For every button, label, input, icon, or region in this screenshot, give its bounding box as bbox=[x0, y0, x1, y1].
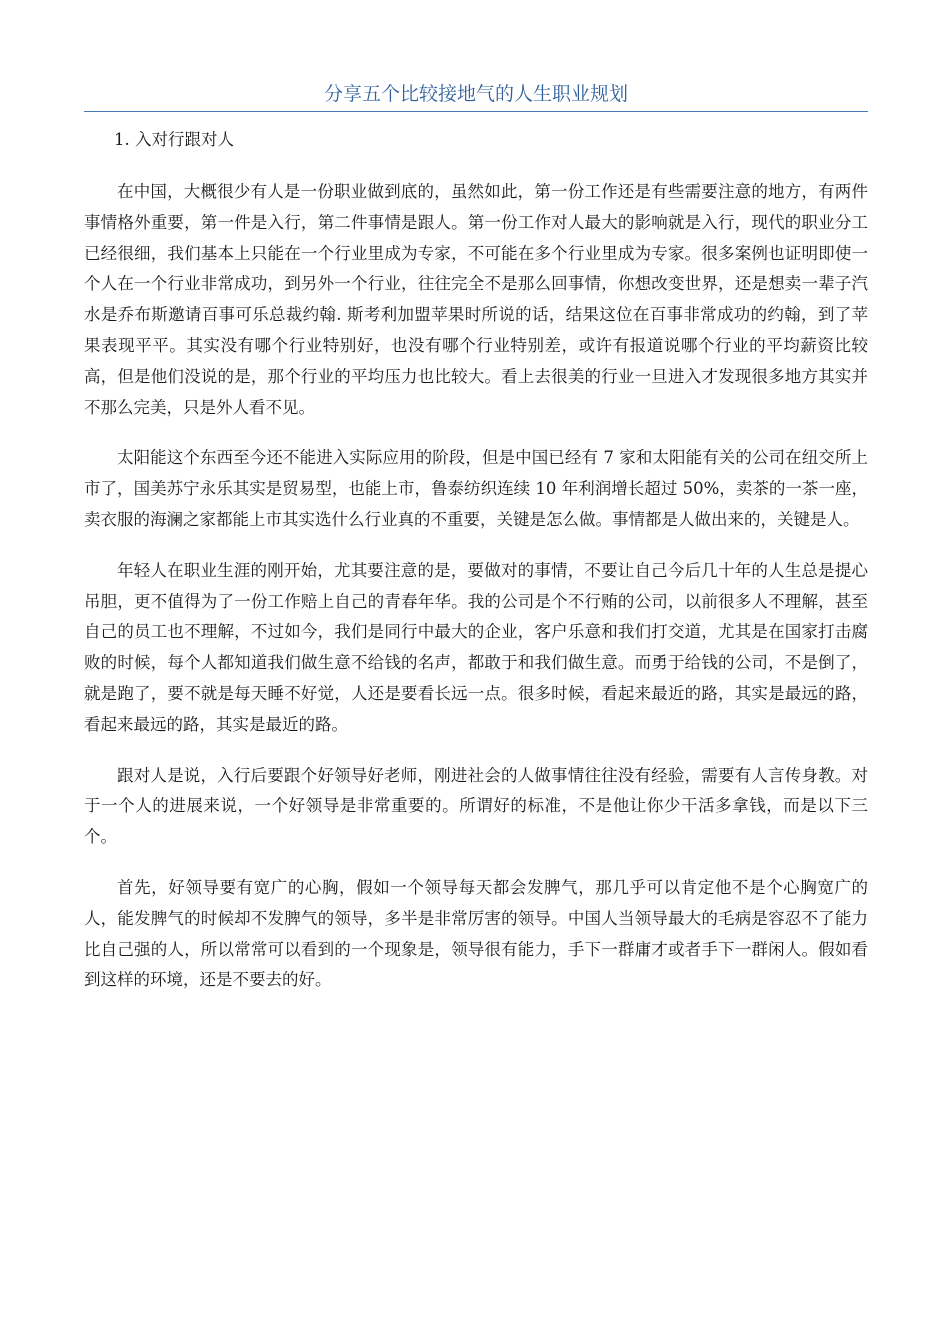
paragraph: 首先，好领导要有宽广的心胸，假如一个领导每天都会发脾气，那几乎可以肯定他不是个心胸宽广的人，能发脾气的时候却不发脾气的领导，多半是非常厉害的领导。中国人当领导最大的毛病是容忍不了能力比自己强的人，所以常常可以看到的一个现象是，领导很有能力，手下一群庸才或者手下一群闲人。假如看到这样的环境，还是不要去的好。 bbox=[84, 877, 868, 990]
document-title: 分享五个比较接地气的人生职业规划 bbox=[323, 83, 628, 105]
section-heading: 1. 入对行跟对人 bbox=[114, 130, 234, 149]
paragraph: 在中国，大概很少有人是一份职业做到底的，虽然如此，第一份工作还是有些需要注意的地方，有两件事情格外重要，第一件是入行，第二件事情是跟人。第一份工作对人最大的影响就是入行，现代的职业分工已经很细，我们基本上只能在一个行业里成为专家，不可能在多个行业里成为专家。很多案例也证明即使一个人在一个行业非常成功，到另外一个行业，往往完全不是那么回事情，你想改变世界，还是想卖一辈子汽水是乔布斯邀请百事可乐总裁约翰. 斯考利加盟苹果时所说的话，结果这位在百事非常成功的约翰，到了苹果表现平平。其实没有哪个行业特别好，也没有哪个行业特别差，或许有报道说哪个行业的平均薪资比较高，但是他们没说的是，那个行业的平均压力也比较大。看上去很美的行业一旦进入才发现很多地方其实并不那么完美，只是外人看不见。 bbox=[84, 182, 868, 417]
paragraph: 太阳能这个东西至今还不能进入实际应用的阶段，但是中国已经有 7 家和太阳能有关的公司在纽交所上市了，国美苏宁永乐其实是贸易型，也能上市，鲁泰纺织连续 10 年利润增长超过 50%，卖茶的一茶一座，卖衣服的海澜之家都能上市其实选什么行业真的不重要，关键是怎么做。事情都是人做出来的，关键是人。 bbox=[84, 448, 868, 529]
body-text bbox=[84, 177, 868, 1016]
paragraph: 年轻人在职业生涯的刚开始，尤其要注意的是，要做对的事情，不要让自己今后几十年的人生总是提心吊胆，更不值得为了一份工作赔上自己的青春年华。我的公司是个不行贿的公司，以前很多人不理解，甚至自己的员工也不理解，不过如今，我们是同行中最大的企业，客户乐意和我们打交道，尤其是在国家打击腐败的时候，每个人都知道我们做生意不给钱的名声，都敢于和我们做生意。而勇于给钱的公司，不是倒了，就是跑了，要不就是每天睡不好觉，人还是要看长远一点。很多时候，看起来最近的路，其实是最远的路，看起来最远的路，其实是最近的路。 bbox=[84, 560, 868, 734]
paragraph: 跟对人是说，入行后要跟个好领导好老师，刚进社会的人做事情往往没有经验，需要有人言传身教。对于一个人的进展来说，一个好领导是非常重要的。所谓好的标准，不是他让你少干活多拿钱，而是以下三个。 bbox=[84, 765, 868, 847]
title-underline bbox=[84, 111, 868, 112]
